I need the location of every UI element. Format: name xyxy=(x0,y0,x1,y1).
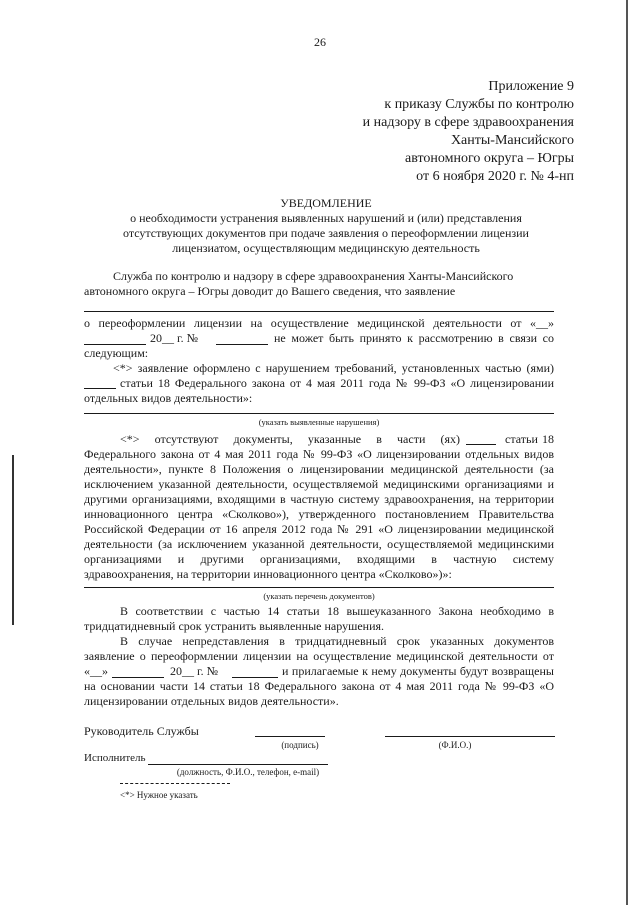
intro-line-1: Служба по контролю и надзору в сфере здравоохранения Ханты-Мансийского xyxy=(113,269,514,283)
executor-label: Исполнитель xyxy=(84,752,146,764)
item2-line-10: здравоохранения, на территории инновационного центра «Сколково»)»: xyxy=(84,567,452,581)
para2-line-2: заявление о переоформлении лицензии на осуществление медицинской деятельности от xyxy=(84,649,554,663)
para1-line-2: тридцатидневный срок устранить выявленные нарушения. xyxy=(84,619,385,633)
appendix-line-6: от 6 ноября 2020 г. № 4-нп xyxy=(416,169,574,184)
scan-edge-mark xyxy=(12,455,14,625)
application-line-3: следующим: xyxy=(84,346,149,360)
para1-line-1: В соответствии с частью 14 статьи 18 вышеуказанного Закона необходимо в xyxy=(120,604,554,618)
para2-number-blank xyxy=(232,677,278,678)
subtitle-line-2: отсутствующих документов при подаче заявления о переоформлении лицензии xyxy=(123,226,529,240)
item2-part-blank xyxy=(466,444,496,445)
fio-line xyxy=(385,736,555,737)
date-blank xyxy=(84,344,146,345)
item2-line-3: деятельности», пункте 8 Положения о лицензировании медицинской деятельности (за xyxy=(84,462,554,476)
item1-line-1: <*> заявление оформлено с нарушением требований, установленных частью (ями) xyxy=(113,361,554,375)
para2-line-3-year: 20__ г. № xyxy=(170,664,219,678)
application-line-2-rest: не может быть принято к рассмотрению в связи со xyxy=(274,331,554,345)
fio-caption: (Ф.И.О.) xyxy=(438,740,472,750)
intro-line-2: автономного округа – Югры доводит до Вашего сведения, что заявление xyxy=(84,284,456,298)
appendix-line-4: Ханты-Мансийского xyxy=(450,133,574,148)
subtitle-line-3: лицензиатом, осуществляющим медицинскую деятельность xyxy=(172,241,480,255)
subtitle-line-1: о необходимости устранения выявленных нарушений и (или) представления xyxy=(130,211,522,225)
item2-line-4: исключением указанной деятельности, осуществляемой медицинскими организациями и xyxy=(84,477,554,491)
para2-line-5: лицензировании отдельных видов деятельности». xyxy=(84,694,339,708)
para2-line-4: на основании части 14 статьи 18 Федерального закона от 4 мая 2011 года № 99-ФЗ «О xyxy=(84,679,554,693)
signature-caption: (подпись) xyxy=(281,740,319,750)
item1-line-2: статьи 18 Федерального закона от 4 мая 2011 года № 99-ФЗ «О лицензировании xyxy=(120,376,554,390)
signature-line xyxy=(255,736,325,737)
scan-edge-right xyxy=(626,0,628,905)
appendix-line-3: и надзору в сфере здравоохранения xyxy=(362,115,574,130)
item2-line-1-end: статьи 18 xyxy=(505,432,554,446)
item2-line-9: организациями и другими организациями, входящими в частную систему xyxy=(84,552,554,566)
appendix-line-1: Приложение 9 xyxy=(488,79,574,94)
application-line-1: о переоформлении лицензии на осуществление медицинской деятельности от «__» xyxy=(84,316,554,330)
item2-line-6: инновационного центра «Сколково»), утвержденного постановлением Правительства xyxy=(84,507,554,521)
item2-line-8: деятельности (за исключением указанной деятельности, осуществляемой медицинскими xyxy=(84,537,554,551)
para2-line-1: В случае непредставления в тридцатидневный срок указанных документов xyxy=(120,634,554,648)
executor-caption: (должность, Ф.И.О., телефон, e-mail) xyxy=(176,767,320,777)
executor-line xyxy=(148,764,328,765)
para2-line-3-date: «__» xyxy=(84,664,108,678)
appendix-line-5: автономного округа – Югры xyxy=(405,151,574,166)
para2-line-3-rest: и прилагаемые к нему документы будут возвращены xyxy=(282,664,554,678)
application-blank-line xyxy=(84,311,554,312)
appendix-line-2: к приказу Службы по контролю xyxy=(384,97,574,112)
footnote-separator xyxy=(120,783,230,784)
item1-line-3: отдельных видов деятельности»: xyxy=(84,391,253,405)
document-title: УВЕДОМЛЕНИЕ xyxy=(280,196,372,210)
documents-blank-line xyxy=(84,587,554,588)
page-number: 26 xyxy=(314,35,326,49)
para2-date-blank xyxy=(112,677,164,678)
number-blank xyxy=(216,344,268,345)
item2-line-1-start: <*> отсутствуют документы, указанные в части (ях) xyxy=(120,432,460,446)
application-year-number: 20__ г. № xyxy=(150,331,199,345)
item2-line-5: другими организациями, входящими в частную систему здравоохранения, на территории xyxy=(84,492,554,506)
footnote: <*> Нужное указать xyxy=(120,790,198,800)
head-label: Руководитель Службы xyxy=(84,724,199,738)
violations-blank-line xyxy=(84,413,554,414)
item2-line-2: Федерального закона от 4 мая 2011 года № 99-ФЗ «О лицензировании отдельных видов xyxy=(84,447,554,461)
part-blank xyxy=(84,388,116,389)
violations-caption: (указать выявленные нарушения) xyxy=(258,417,380,427)
documents-caption: (указать перечень документов) xyxy=(263,591,375,601)
item2-line-7: Российской Федерации от 16 апреля 2012 года № 291 «О лицензировании медицинской xyxy=(84,522,554,536)
